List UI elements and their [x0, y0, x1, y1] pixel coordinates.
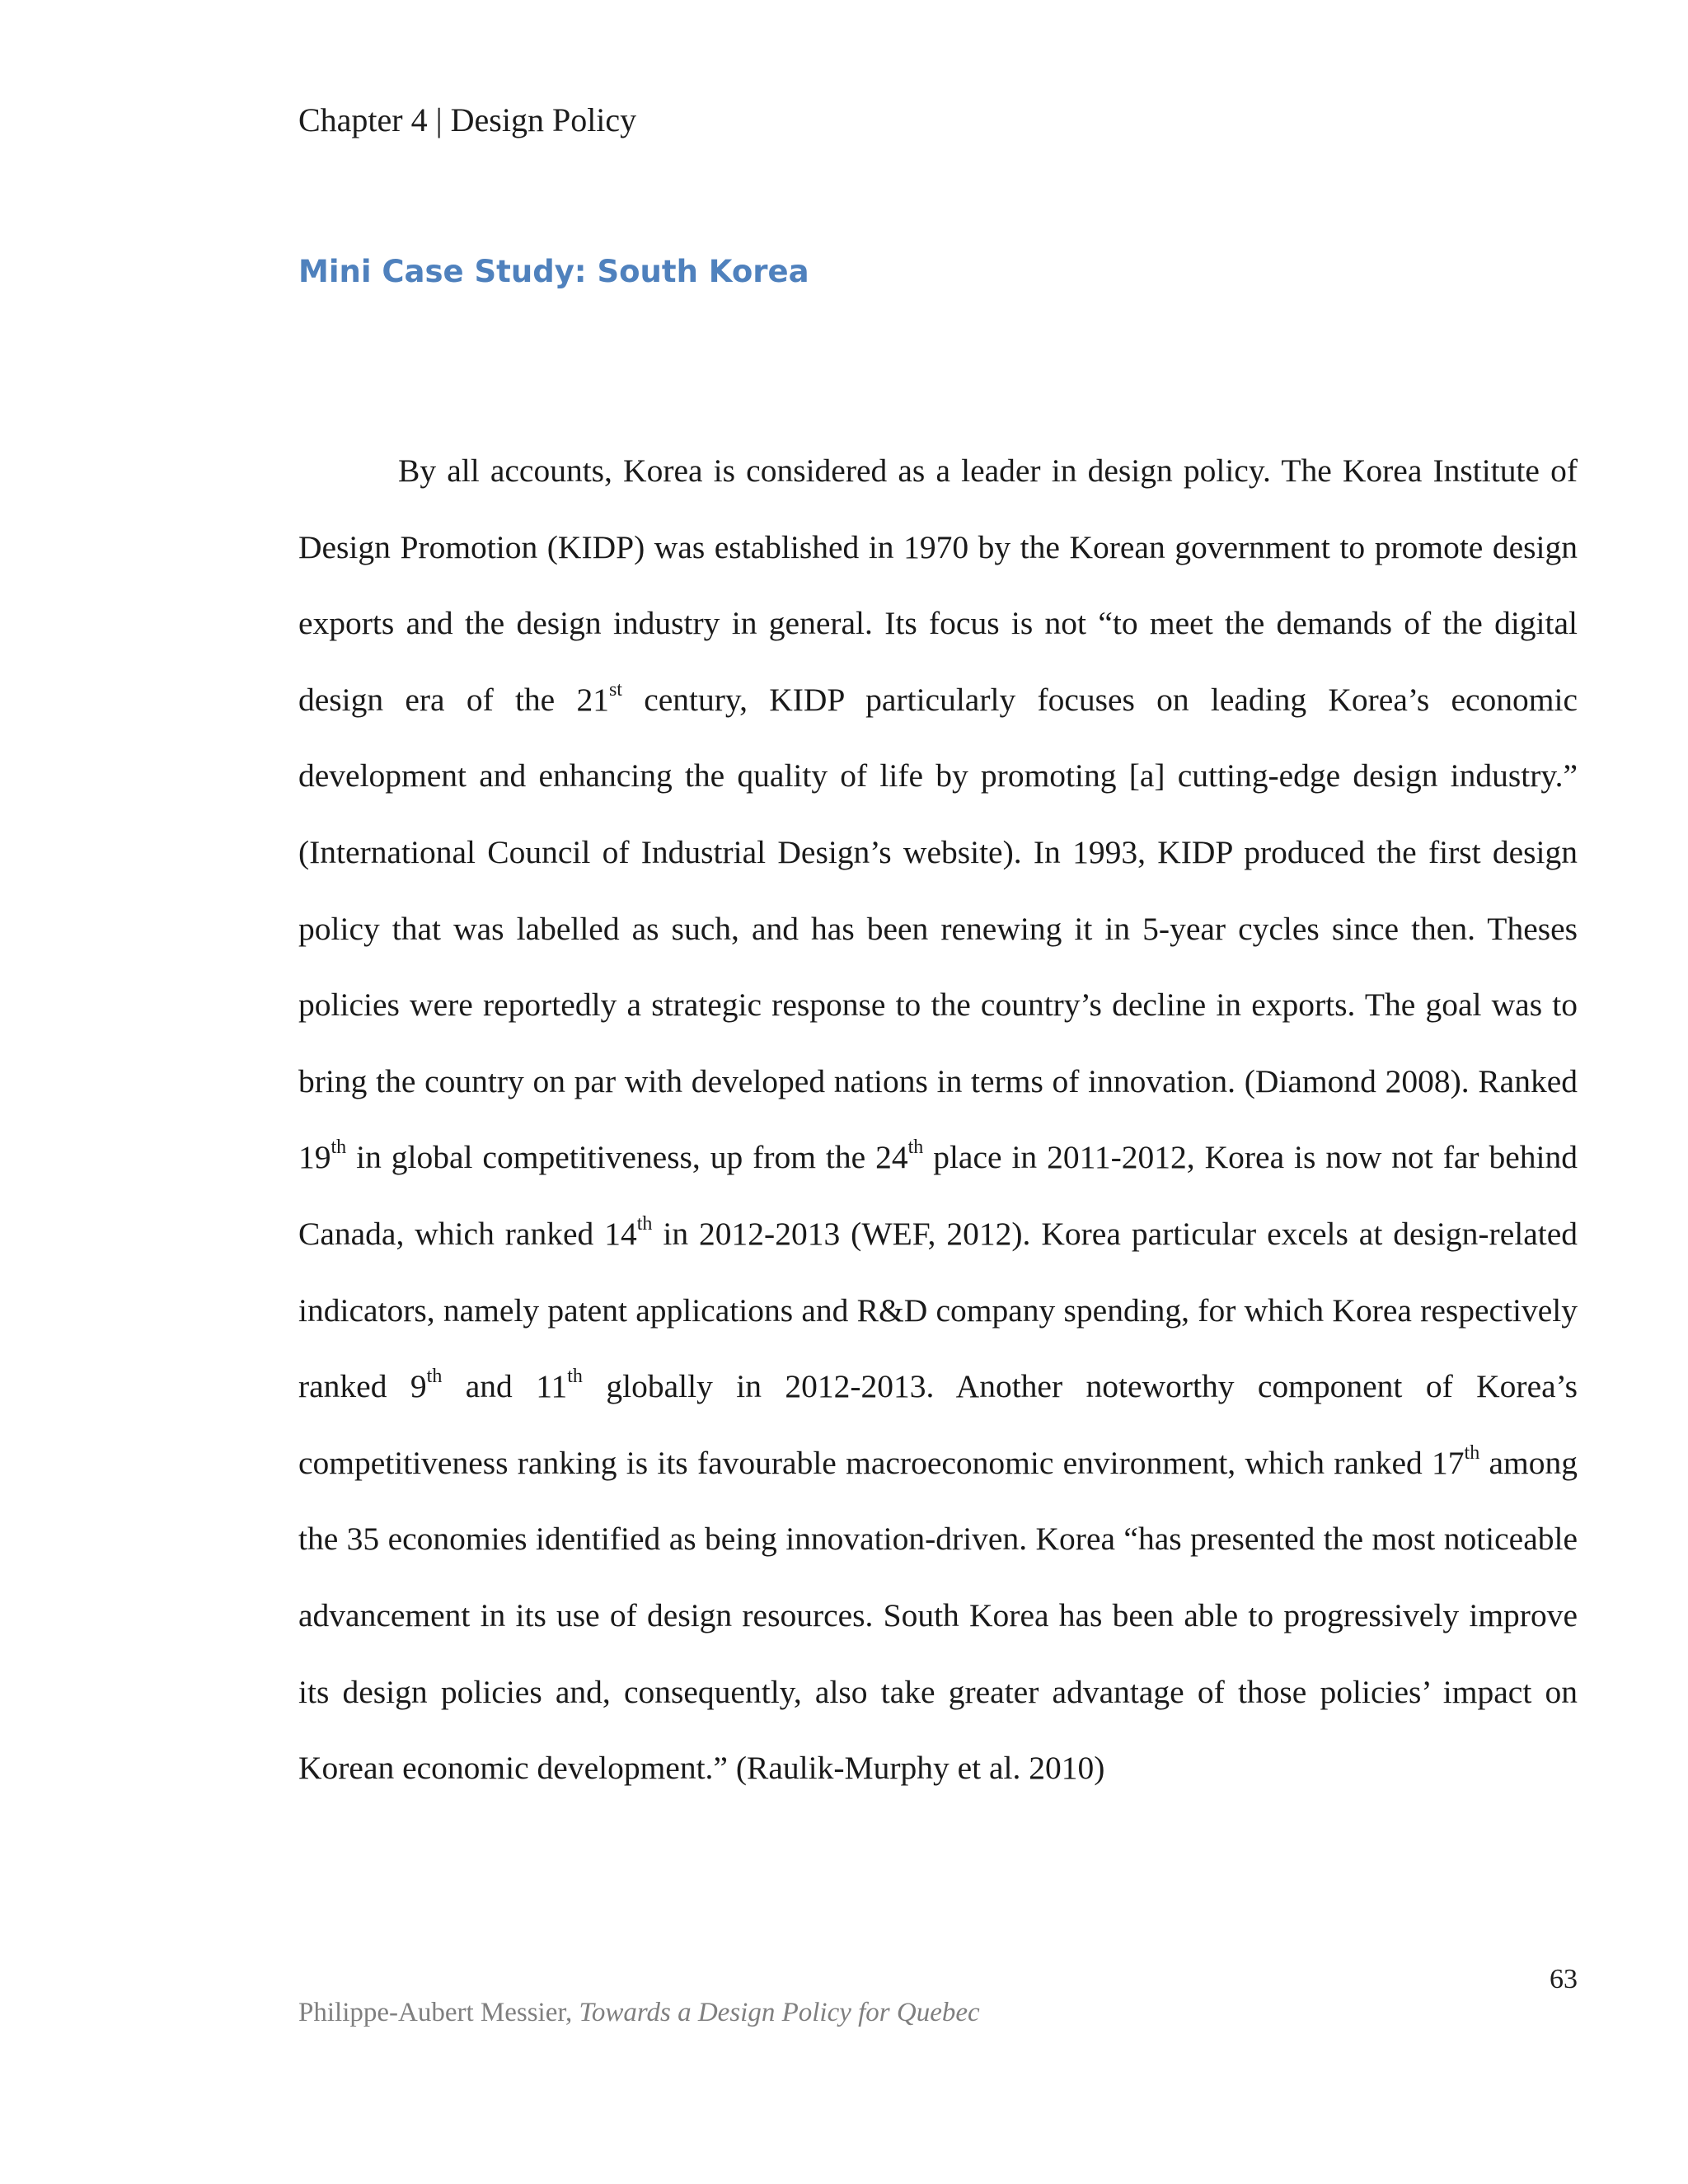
footer-credit	[298, 1993, 980, 2032]
ordinal-suffix: th	[567, 1366, 583, 1388]
body-text-run: By all accounts, Korea is considered as a leader in design policy. The Korea Institute of Design Promotion (KIDP) was established in 1970 by the Korean government to promote design exports and the design industry in general. Its focus is not “to meet the demands of the digital design era of the 21	[298, 452, 1578, 718]
ordinal-suffix: th	[907, 1137, 924, 1159]
ordinal-suffix: th	[426, 1366, 443, 1388]
footer-author: Philippe-Aubert Messier,	[298, 1998, 579, 2027]
body-text-run: century, KIDP particularly focuses on leading Korea’s economic development and enhancing the quality of life by promoting [a] cutting-edge design industry.” (International Council of Industrial Design’s website). In 1993, KIDP produced the first design policy that was labelled as such, and has been renewing it in 5-year cycles since then. Theses policies were reportedly a strategic response to the country’s decline in exports. The goal was to bring the country on par with developed nations in terms of innovation. (Diamond 2008). Ranked 19	[298, 681, 1578, 1176]
ordinal-suffix: th	[1464, 1441, 1480, 1464]
body-text-run: place in 2011-2012, Korea is now not far behind Canada, which ranked 14	[298, 1139, 1578, 1252]
body-text-run: and 11	[442, 1368, 568, 1405]
section-heading: Mini Case Study: South Korea	[298, 254, 809, 289]
footer-title: Towards a Design Policy for Quebec	[579, 1998, 980, 2027]
body-paragraph	[298, 433, 1578, 1807]
running-header: Chapter 4 | Design Policy	[298, 101, 637, 138]
body-text-run: in global competitiveness, up from the 24	[346, 1139, 908, 1176]
ordinal-suffix: th	[636, 1212, 653, 1235]
body-text-run: among the 35 economies identified as being innovation-driven. Korea “has presented the most noticeable advancement in its use of design resources. South Korea has been able to progressively improve its design policies and, consequently, also take greater advantage of those policies’ impact on Korean economic development.” (Raulik-Murphy et al. 2010)	[298, 1444, 1578, 1787]
ordinal-suffix: th	[331, 1137, 347, 1159]
body-text-run: globally in 2012-2013. Another noteworthy component of Korea’s competitiveness ranking is its favourable macroeconomic environment, which ranked 17	[298, 1368, 1578, 1481]
ordinal-suffix: st	[608, 678, 622, 701]
body-text-run: in 2012-2013 (WEF, 2012). Korea particular excels at design-related indicators, namely patent applications and R&D company spending, for which Korea respectively ranked 9	[298, 1215, 1578, 1405]
page-number: 63	[1550, 1964, 1578, 1994]
